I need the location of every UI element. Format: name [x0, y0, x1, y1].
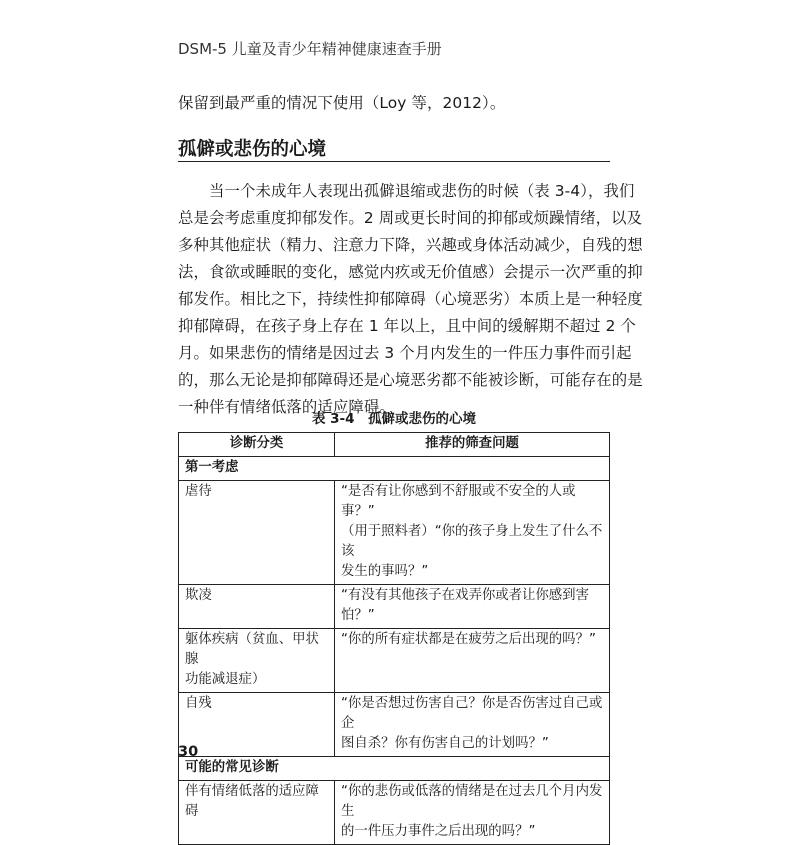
cell-line: 图自杀？你有伤害自己的计划吗？” [341, 736, 549, 751]
cell-line: 功能减退症） [185, 672, 266, 687]
carryover-line: 保留到最严重的情况下使用（Loy 等，2012）。 [178, 94, 506, 112]
cell-line: 伴有情绪低落的适应障碍 [185, 784, 319, 819]
group-label-first-consider: 第一考虑 [179, 457, 610, 481]
body-line: 当一个未成年人表现出孤僻退缩或悲伤的时候（表 3-4），我们 [209, 182, 635, 200]
question-cell [335, 781, 610, 845]
heading-rule [178, 161, 610, 162]
table-row [179, 781, 610, 845]
question-cell [335, 481, 610, 585]
table-row [179, 629, 610, 693]
question-cell [335, 585, 610, 629]
table-row [179, 585, 610, 629]
cell-line: 怕？” [341, 608, 375, 623]
cell-line: 发生的事吗？” [341, 564, 429, 579]
table-row [179, 481, 610, 585]
table-row [179, 693, 610, 757]
running-head: DSM-5 儿童及青少年精神健康速查手册 [178, 40, 442, 58]
page-number: 30 [178, 744, 199, 760]
category-cell [179, 693, 335, 757]
body-line: 法，食欲或睡眠的变化，感觉内疚或无价值感）会提示一次严重的抑 [178, 263, 643, 281]
column-header-question: 推荐的筛查问题 [335, 433, 610, 457]
table-header-row [179, 433, 610, 457]
cell-line: （用于照料者）“你的孩子身上发生了什么不该 [341, 524, 603, 559]
body-line: 一种伴有情绪低落的适应障碍。 [178, 398, 395, 416]
category-cell [179, 481, 335, 585]
category-cell [179, 781, 335, 845]
cell-line: “是否有让你感到不舒服或不安全的人或事？” [341, 484, 576, 519]
section-heading: 孤僻或悲伤的心境 [178, 139, 327, 160]
question-cell [335, 629, 610, 693]
body-line: 多种其他症状（精力、注意力下降，兴趣或身体活动减少，自残的想 [178, 236, 643, 254]
category-cell [179, 629, 335, 693]
table-group-row [179, 757, 610, 781]
carryover-paragraph [178, 90, 610, 117]
group-label-common-diagnoses: 可能的常见诊断 [179, 757, 610, 781]
cell-line: 虐待 [185, 484, 212, 499]
cell-line: 躯体疾病（贫血、甲状腺 [185, 632, 319, 667]
cell-line: 自残 [185, 696, 212, 711]
cell-line: 欺凌 [185, 588, 212, 603]
body-line: 总是会考虑重度抑郁发作。2 周或更长时间的抑郁或烦躁情绪，以及 [178, 209, 643, 227]
cell-line: “你的悲伤或低落的情绪是在过去几个月内发生 [341, 784, 603, 819]
table-caption: 表 3-4 孤僻或悲伤的心境 [311, 411, 477, 427]
cell-line: 的一件压力事件之后出现的吗？” [341, 824, 536, 839]
column-header-category: 诊断分类 [179, 433, 335, 457]
screening-table [178, 432, 610, 845]
cell-line: “你的所有症状都是在疲劳之后出现的吗？” [341, 632, 596, 647]
question-cell [335, 693, 610, 757]
table-group-row [179, 457, 610, 481]
body-line: 月。如果悲伤的情绪是因过去 3 个月内发生的一件压力事件而引起 [178, 344, 632, 362]
cell-line: “有没有其他孩子在戏弄你或者让你感到害 [341, 588, 589, 603]
category-cell [179, 585, 335, 629]
body-line: 的，那么无论是抑郁障碍还是心境恶劣都不能被诊断，可能存在的是 [178, 371, 643, 389]
body-line: 抑郁障碍，在孩子身上存在 1 年以上，且中间的缓解期不超过 2 个 [178, 317, 636, 335]
body-paragraph [178, 178, 643, 421]
cell-line: “你是否想过伤害自己？你是否伤害过自己或企 [341, 696, 603, 731]
body-line: 郁发作。相比之下，持续性抑郁障碍（心境恶劣）本质上是一种轻度 [178, 290, 643, 308]
